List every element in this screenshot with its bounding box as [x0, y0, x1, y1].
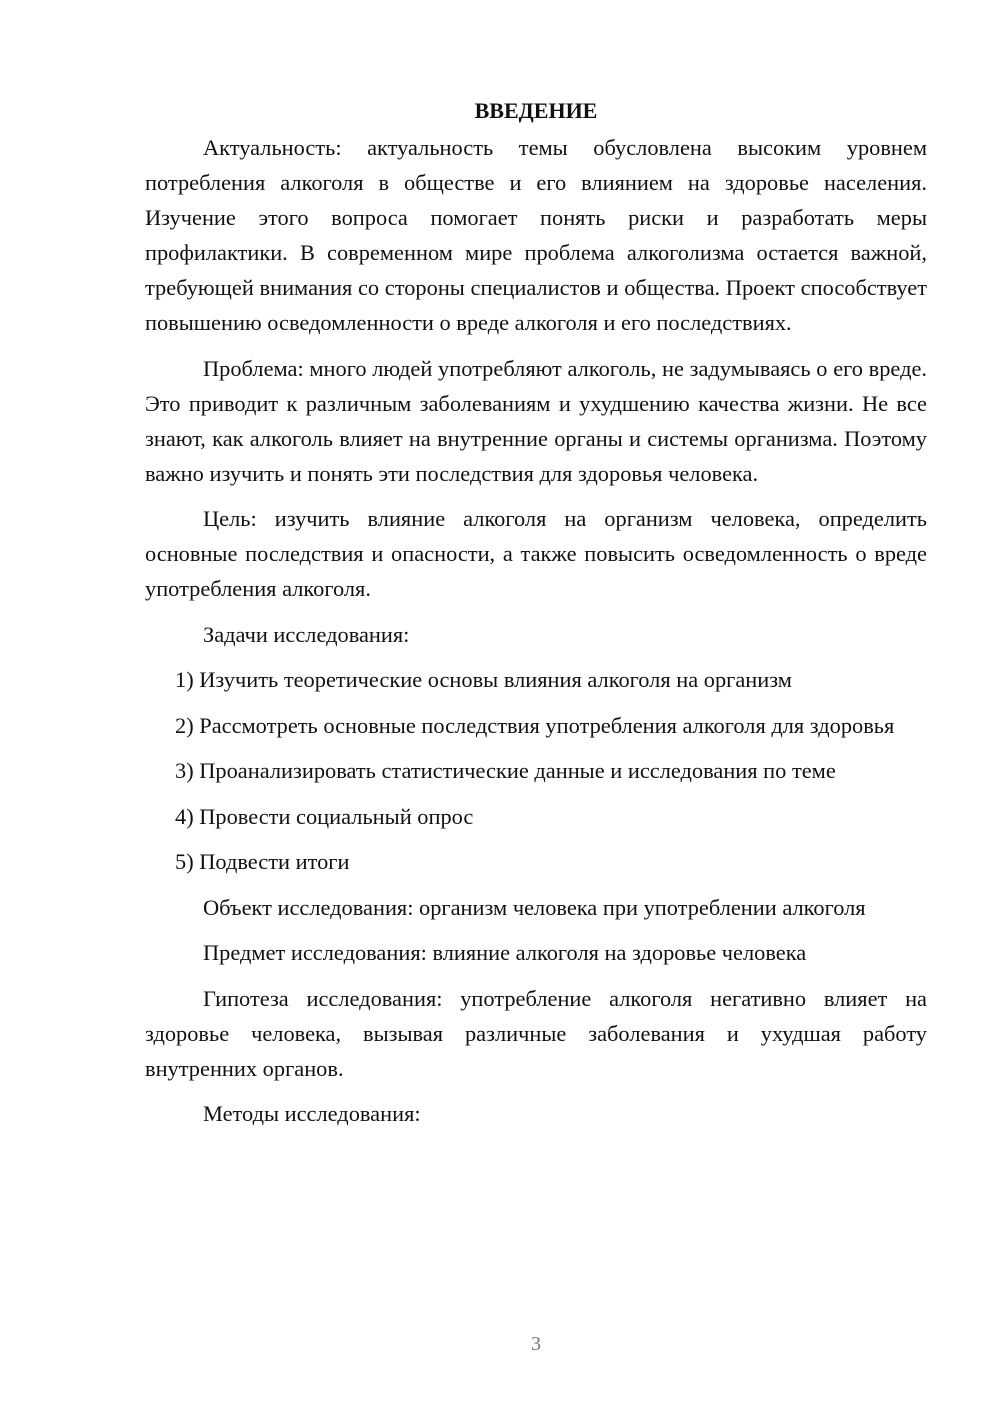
research-object-paragraph: Объект исследования: организм человека при употреблении алкоголя: [203, 894, 866, 920]
document-title: ВВЕДЕНИЕ: [474, 98, 598, 123]
task-item-1: 1) Изучить теоретические основы влияния алкоголя на организм: [175, 667, 792, 692]
document-page: [145, 96, 927, 1142]
relevance-paragraph: Актуальность: актуальность темы обусловлена высоким уровнем потребления алкоголя в обществе и его влиянием на здоровье населения. Изучение этого вопроса помогает понять риски и разработать меры профилактики. В современном мире проблема алкоголизма остается важной, требующей внимания со стороны специалистов и общества. Проект способствует повышению осведомленности о вреде алкоголя и его последствиях.: [145, 135, 927, 335]
goal-paragraph: Цель: изучить влияние алкоголя на организм человека, определить основные последствия и опасности, а также повысить осведомленность о вреде употребления алкоголя.: [145, 506, 927, 601]
hypothesis-paragraph: Гипотеза исследования: употребление алкоголя негативно влияет на здоровье человека, вызывая различные заболевания и ухудшая работу внутренних органов.: [145, 985, 927, 1081]
task-item-2: 2) Рассмотреть основные последствия употребления алкоголя для здоровья: [175, 712, 895, 738]
page-number: 3: [531, 1333, 541, 1355]
research-subject-paragraph: Предмет исследования: влияние алкоголя на здоровье человека: [203, 940, 807, 965]
problem-paragraph: Проблема: много людей употребляют алкоголь, не задумываясь о его вреде. Это приводит к различным заболеваниям и ухудшению качества жизни. Не все знают, как алкоголь влияет на внутренние органы и системы организма. Поэтому важно изучить и понять эти последствия для здоровья человека.: [145, 355, 927, 486]
methods-heading: Методы исследования:: [203, 1101, 421, 1126]
task-item-3: 3) Проанализировать статистические данные и исследования по теме: [175, 758, 836, 783]
task-item-5: 5) Подвести итоги: [175, 849, 350, 874]
task-item-4: 4) Провести социальный опрос: [175, 803, 474, 829]
tasks-heading: Задачи исследования:: [203, 621, 410, 647]
